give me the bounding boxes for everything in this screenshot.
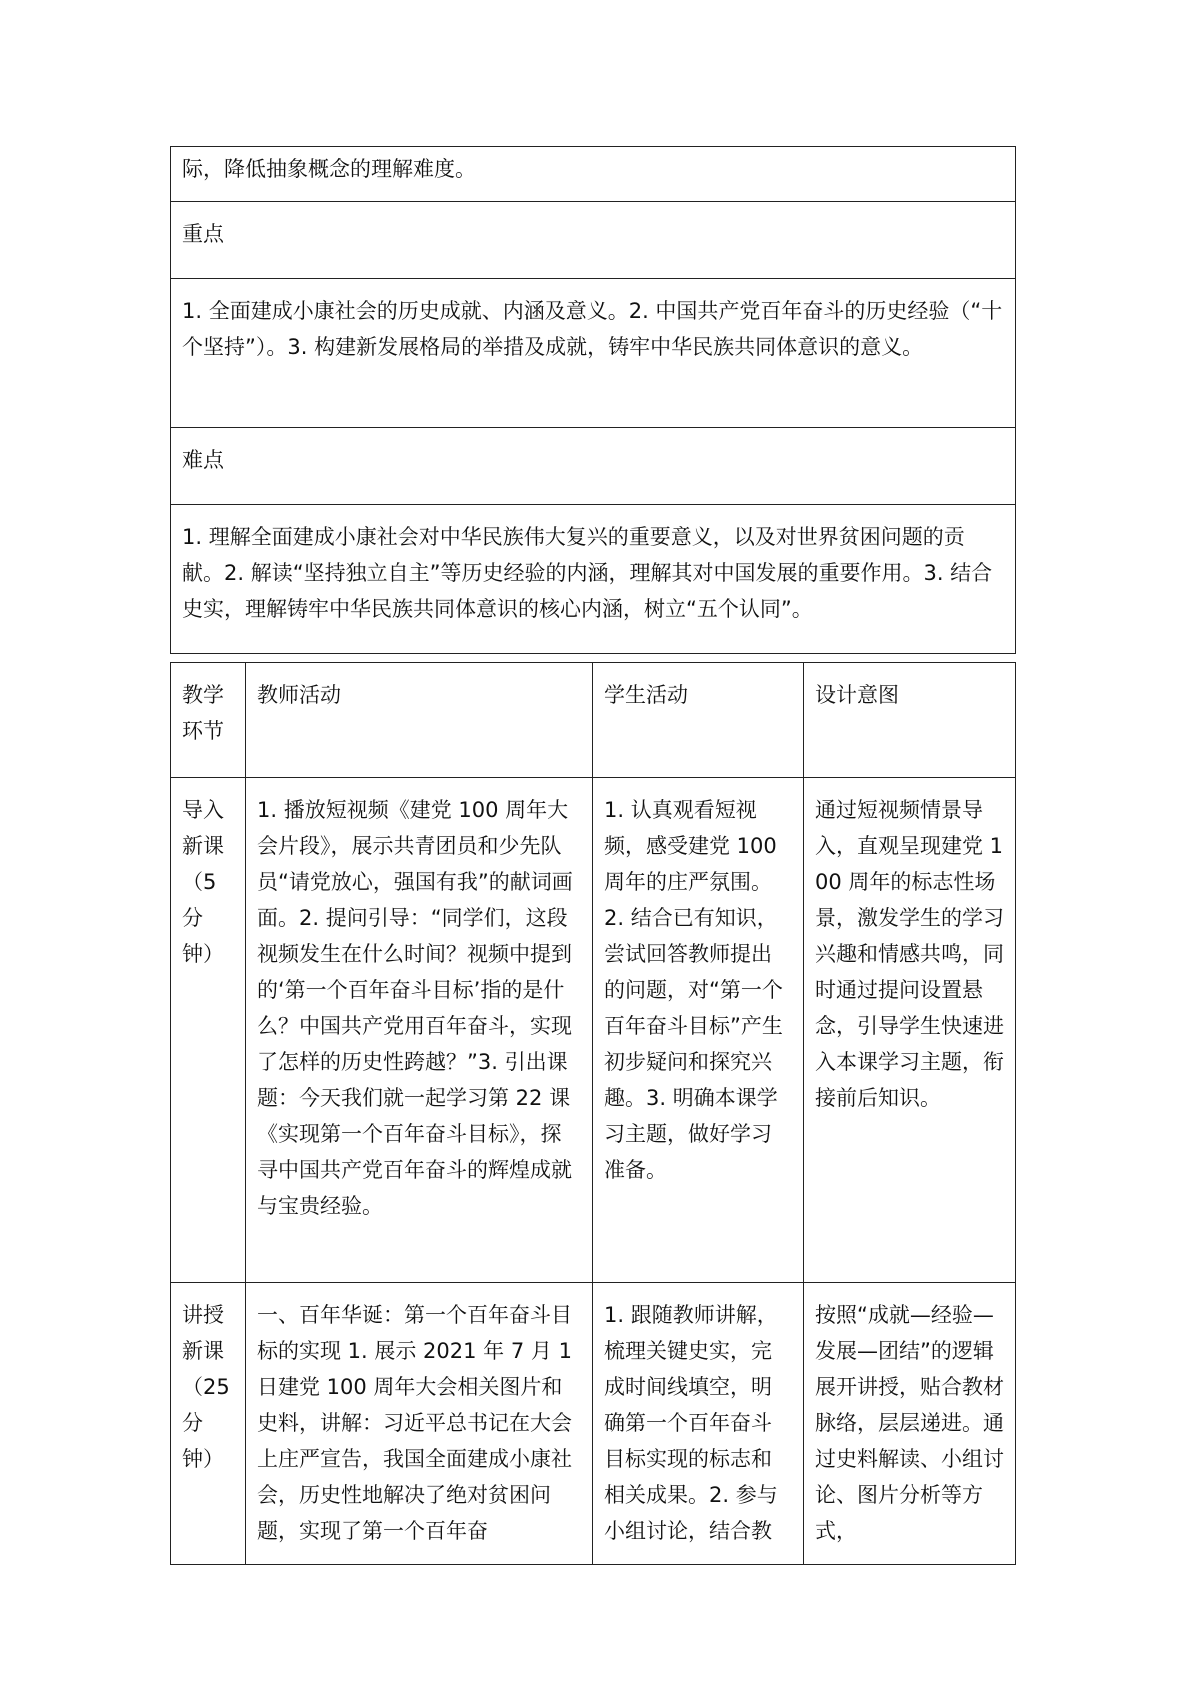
stage-cell: 导入新课（5分钟）	[171, 778, 246, 1283]
student-activity-cell: 1. 认真观看短视频，感受建党 100 周年的庄严氛围。2. 结合已有知识，尝试回答教师提出的问题，对“第一个百年奋斗目标”产生初步疑问和探究兴趣。3. 明确本课学习主题，做好学习准备。	[593, 778, 804, 1283]
student-activity-cell: 1. 跟随教师讲解，梳理关键史实，完成时间线填空，明确第一个百年奋斗目标实现的标志和相关成果。2. 参与小组讨论，结合教	[593, 1283, 804, 1565]
key-points-text: 1. 全面建成小康社会的历史成就、内涵及意义。2. 中国共产党百年奋斗的历史经验（“十个坚持”）。3. 构建新发展格局的举措及成就，铸牢中华民族共同体意识的意义。	[171, 279, 1016, 428]
teacher-activity-cell: 1. 播放短视频《建党 100 周年大会片段》，展示共青团员和少先队员“请党放心，强国有我”的献词画面。2. 提问引导：“同学们，这段视频发生在什么时间？视频中提到的‘第一个百年奋斗目标’指的是什么？中国共产党用百年奋斗，实现了怎样的历史性跨越？”3. 引出课题：今天我们就一起学习第 22 课《实现第一个百年奋斗目标》，探寻中国共产党百年奋斗的辉煌成就与宝贵经验。	[246, 778, 593, 1283]
stage-cell: 讲授新课（25分钟）	[171, 1283, 246, 1565]
header-row	[171, 663, 1016, 778]
header-stage: 教学环节	[171, 663, 246, 778]
header-intent: 设计意图	[804, 663, 1016, 778]
difficult-points-label: 难点	[171, 428, 1016, 505]
design-intent-cell: 按照“成就—经验—发展—团结”的逻辑展开讲授，贴合教材脉络，层层递进。通过史料解读、小组讨论、图片分析等方式，	[804, 1283, 1016, 1565]
difficult-points-text: 1. 理解全面建成小康社会对中华民族伟大复兴的重要意义，以及对世界贫困问题的贡献。2. 解读“坚持独立自主”等历史经验的内涵，理解其对中国发展的重要作用。3. 结合史实，理解铸牢中华民族共同体意识的核心内涵，树立“五个认同”。	[171, 505, 1016, 654]
lesson-plan-table	[170, 662, 1016, 1565]
teacher-activity-cell: 一、百年华诞：第一个百年奋斗目标的实现 1. 展示 2021 年 7 月 1 日建党 100 周年大会相关图片和史料，讲解：习近平总书记在大会上庄严宣告，我国全面建成小康社会，历史性地解决了绝对贫困问题，实现了第一个百年奋	[246, 1283, 593, 1565]
header-student: 学生活动	[593, 663, 804, 778]
objectives-table	[170, 146, 1016, 654]
header-teacher: 教师活动	[246, 663, 593, 778]
key-points-label: 重点	[171, 202, 1016, 279]
table-row	[171, 1283, 1016, 1565]
continued-text: 际，降低抽象概念的理解难度。	[171, 147, 1016, 202]
design-intent-cell: 通过短视频情景导入，直观呈现建党 100 周年的标志性场景，激发学生的学习兴趣和情感共鸣，同时通过提问设置悬念，引导学生快速进入本课学习主题，衔接前后知识。	[804, 778, 1016, 1283]
table-row	[171, 778, 1016, 1283]
